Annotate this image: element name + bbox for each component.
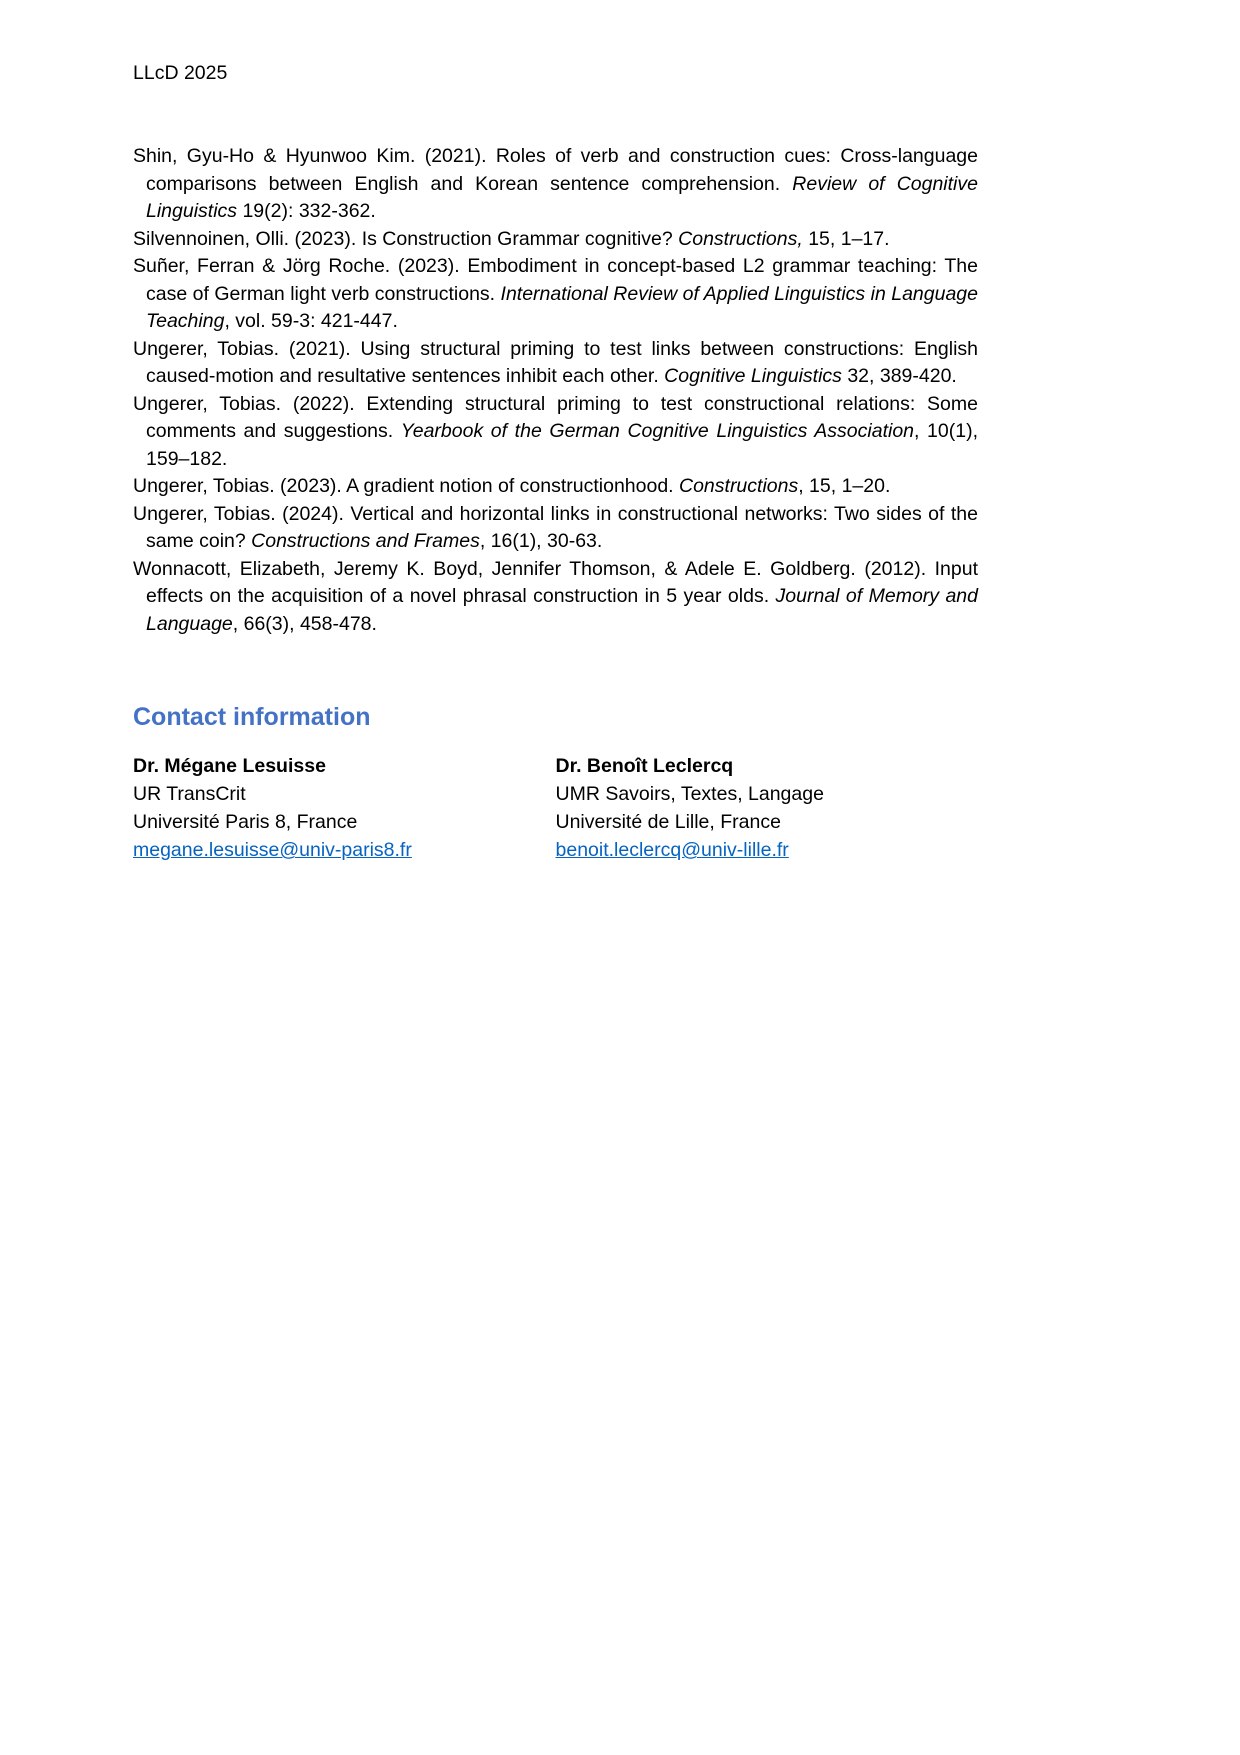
references-list	[133, 143, 978, 638]
contact-name: Dr. Mégane Lesuisse	[133, 755, 326, 778]
reference-text: 15, 1–17.	[802, 227, 890, 250]
reference-journal-title: Constructions,	[678, 227, 803, 250]
contact-information-heading: Contact information	[133, 703, 371, 732]
contact-card-leclercq	[556, 752, 979, 864]
reference-text: Wonnacott, Elizabeth, Jeremy K. Boyd, Jennifer Thomson, & Adele E. Goldberg. (2012). Input effects on the acquisition of a novel phrasal construction in 5 year olds.	[133, 557, 978, 608]
contact-columns	[133, 752, 978, 864]
reference-text: , 15, 1–20.	[798, 475, 891, 498]
reference-text: 32, 389-420.	[841, 365, 957, 388]
reference-text: Shin, Gyu-Ho & Hyunwoo Kim. (2021). Roles of verb and construction cues: Cross-language comparisons between English and Korean sentence comprehension.	[133, 145, 978, 195]
contact-affiliation-line: Université de Lille, France	[555, 811, 781, 834]
contact-card-lesuisse	[133, 752, 556, 864]
contact-affiliation-line: UMR Savoirs, Textes, Langage	[555, 783, 824, 806]
reference-text: Silvennoinen, Olli. (2023). Is Construction Grammar cognitive?	[133, 227, 679, 250]
reference-text: Ungerer, Tobias. (2023). A gradient notion of constructionhood.	[133, 475, 679, 498]
reference-text: Suñer, Ferran & Jörg Roche. (2023). Embodiment in concept-based L2 grammar teaching: The case of German light verb constructions.	[133, 255, 978, 305]
email-link-leclercq[interactable]: benoit.leclercq@univ-lille.fr	[555, 839, 789, 862]
reference-journal-title: Yearbook of the German Cognitive Linguistics Association	[400, 420, 915, 443]
page-header-title: LLcD 2025	[133, 62, 228, 84]
reference-item	[133, 226, 978, 253]
contact-affiliation-line: UR TransCrit	[133, 783, 246, 806]
reference-journal-title: Constructions and Frames	[251, 530, 480, 553]
contact-affiliation-line: Université Paris 8, France	[133, 811, 358, 834]
email-link-lesuisse[interactable]: megane.lesuisse@univ-paris8.fr	[133, 839, 412, 862]
reference-item	[133, 556, 978, 638]
reference-text: , vol. 59-3: 421-447.	[224, 310, 398, 333]
reference-journal-title: Journal of Memory and Language	[146, 585, 979, 635]
reference-journal-title: Review of Cognitive Linguistics	[146, 172, 978, 223]
reference-text: , 10(1), 159–182.	[146, 420, 978, 470]
reference-text: 19(2): 332-362.	[237, 200, 376, 223]
reference-item	[133, 143, 978, 225]
reference-text: Ungerer, Tobias. (2022). Extending structural priming to test constructional relations: Some comments and suggestions.	[133, 392, 978, 443]
reference-journal-title: Constructions	[679, 475, 799, 498]
reference-journal-title: International Review of Applied Linguistics in Language Teaching	[146, 282, 978, 333]
reference-text: Ungerer, Tobias. (2024). Vertical and horizontal links in constructional networks: Two sides of the same coin?	[133, 502, 978, 553]
reference-journal-title: Cognitive Linguistics	[664, 365, 842, 388]
reference-text: , 16(1), 30-63.	[479, 530, 603, 553]
reference-item	[133, 336, 978, 391]
reference-text: Ungerer, Tobias. (2021). Using structural priming to test links between constructions: English caused-motion and resultative sentences inhibit each other.	[133, 337, 978, 388]
reference-text: , 66(3), 458-478.	[232, 612, 377, 635]
reference-item	[133, 473, 978, 500]
contact-name: Dr. Benoît Leclercq	[555, 755, 734, 778]
reference-item	[133, 501, 978, 556]
reference-item	[133, 391, 978, 473]
reference-item	[133, 253, 978, 335]
